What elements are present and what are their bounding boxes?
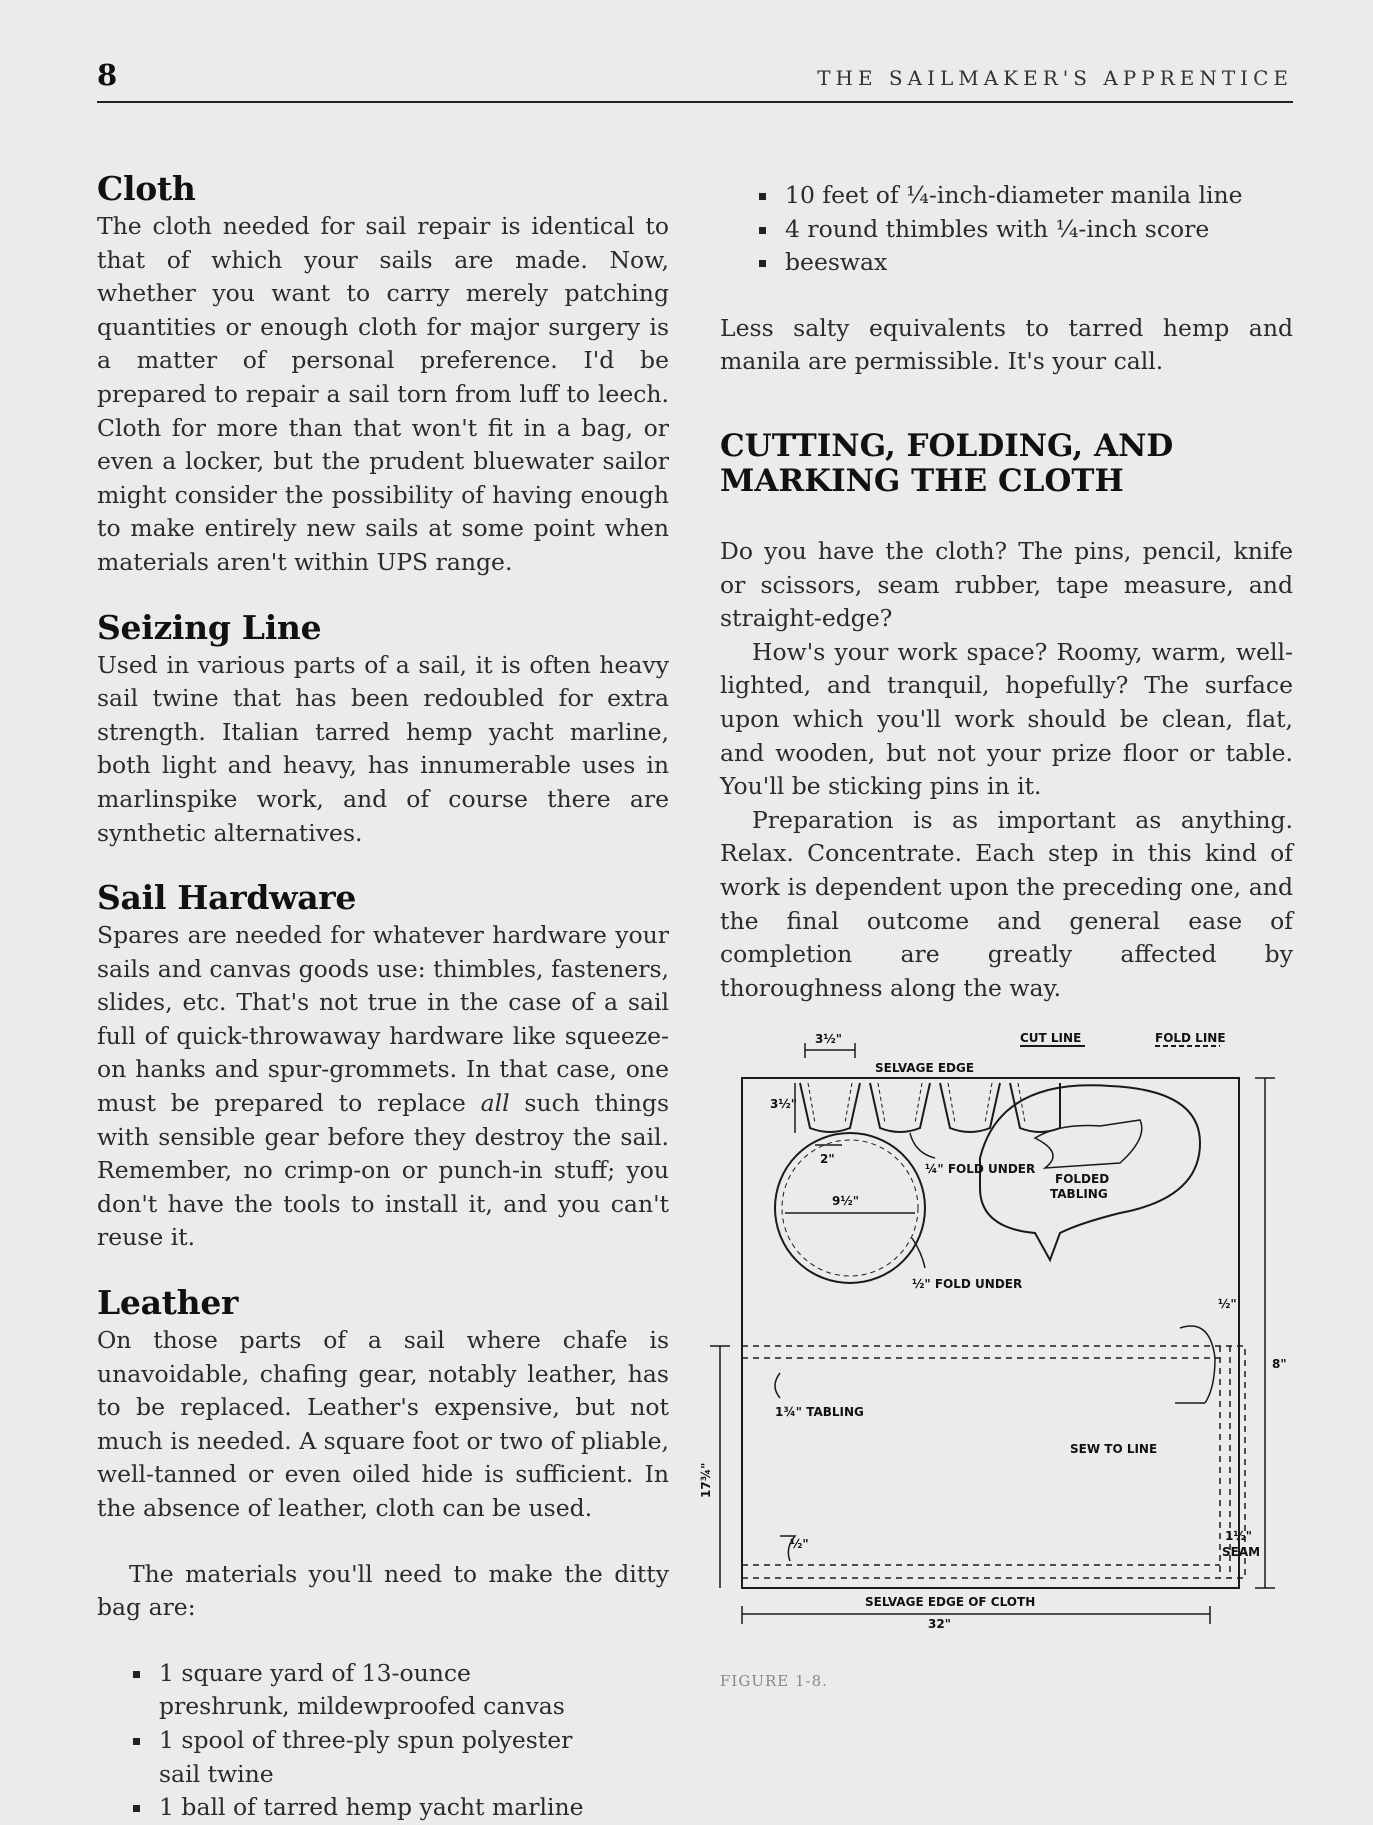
fig-label-fold-under-quarter: ¼" FOLD UNDER xyxy=(925,1162,1036,1176)
fig-label-tabling: 1¾" TABLING xyxy=(775,1405,864,1419)
left-column xyxy=(97,168,669,1825)
hardware-body-emphasis: all xyxy=(480,1089,510,1118)
fig-label-sew-to-line: SEW TO LINE xyxy=(1070,1442,1158,1456)
list-item: 1 spool of three-ply spun polyester sail twine xyxy=(127,1724,609,1791)
fig-label-half-inch-right: ½" xyxy=(1218,1297,1237,1311)
cloth-body: The cloth needed for sail repair is identical to that of which your sails are made. Now, whether you want to carry merely patching quantities or enough cloth for major surgery is a matter of personal preference. I'd be prepared to repair a sail torn from luff to leech. Cloth for more than that won't fit in a bag, or even a locker, but the prudent bluewater sailor might consider the possibility of having enough to make entirely new sails at some point when materials aren't within UPS range. xyxy=(97,212,669,576)
figure-diagram xyxy=(700,1028,1300,1628)
fig-label-selvage-edge-top: SELVAGE EDGE xyxy=(875,1061,975,1075)
materials-list-continued xyxy=(720,179,1293,280)
section-heading-line-1: CUTTING, FOLDING, AND xyxy=(720,427,1174,464)
fig-label-folded-2: TABLING xyxy=(1050,1187,1108,1201)
fig-label-pocket-width: 3½" xyxy=(815,1032,843,1046)
materials-intro: The materials you'll need to make the ditty bag are: xyxy=(97,1559,669,1622)
fig-label-circle-diameter: 9½" xyxy=(832,1194,860,1208)
fig-label-height-right: 8" xyxy=(1272,1357,1287,1371)
cloth-heading: Cloth xyxy=(97,169,196,208)
section-heading xyxy=(720,429,1293,499)
running-head: THE SAILMAKER'S APPRENTICE xyxy=(817,66,1293,90)
folded-tabling-sketch xyxy=(1035,1120,1142,1168)
figure-1-8 xyxy=(700,1028,1300,1628)
fig-label-seam-1: 1½" xyxy=(1225,1529,1253,1543)
hardware-heading: Sail Hardware xyxy=(97,878,357,918)
hardware-body-b: such things with sensible gear before they destroy the sail. Remember, no crimp-on or punch-in stuff; you don't have the tools to install it, and you can't reuse it. xyxy=(97,1089,670,1252)
list-item: 10 feet of ¼-inch-diameter manila line xyxy=(753,179,1293,213)
bottom-circle-fold xyxy=(782,1140,918,1276)
leather-heading: Leather xyxy=(97,1283,239,1323)
fig-label-half-inch-bottom: ½" xyxy=(790,1537,809,1551)
page-number: 8 xyxy=(97,58,118,92)
list-item: 1 square yard of 13-ounce preshrunk, mildewproofed canvas xyxy=(127,1657,609,1724)
equivalents-paragraph: Less salty equivalents to tarred hemp and manila are permissible. It's your call. xyxy=(720,313,1293,376)
paragraph-preparation: Preparation is as important as anything. Relax. Concentrate. Each step in this kind of work is dependent upon the preceding one, and the final outcome and general ease of completion are greatly affected by thoroughness along the way. xyxy=(720,805,1293,1002)
fig-label-width: 32" xyxy=(928,1617,951,1628)
pocket-4 xyxy=(1010,1083,1060,1132)
fig-label-pocket-gap: 2" xyxy=(820,1152,835,1166)
list-item: beeswax xyxy=(753,246,1293,280)
fig-label-fold-under-half: ½" FOLD UNDER xyxy=(912,1277,1023,1291)
materials-list xyxy=(97,1657,669,1825)
list-item: 1 ball of tarred hemp yacht marline xyxy=(127,1791,609,1825)
hardware-body xyxy=(97,919,669,1255)
section-heading-line-2: MARKING THE CLOTH xyxy=(720,462,1124,499)
seizing-heading: Seizing Line xyxy=(97,607,322,647)
right-column xyxy=(720,179,1293,1005)
tabling-outline xyxy=(742,1346,1245,1578)
fig-label-selvage-edge-bottom: SELVAGE EDGE OF CLOTH xyxy=(865,1595,1036,1609)
fig-label-bottom-height: 17¾" xyxy=(700,1462,713,1498)
header-rule xyxy=(97,101,1293,103)
fig-label-seam-2: SEAM xyxy=(1222,1545,1261,1559)
list-item: 4 round thimbles with ¼-inch score xyxy=(753,213,1293,247)
figure-caption: FIGURE 1-8. xyxy=(720,1672,828,1690)
fig-label-cut-line: CUT LINE xyxy=(1020,1031,1082,1045)
fig-label-fold-line: FOLD LINE xyxy=(1155,1031,1226,1045)
paragraph-tools: Do you have the cloth? The pins, pencil, knife or scissors, seam rubber, tape measure, and straight-edge? xyxy=(720,536,1293,633)
bottom-circle xyxy=(775,1133,925,1283)
hardware-body-a: Spares are needed for whatever hardware your sails and canvas goods use: thimbles, fasteners, slides, etc. That's not true in the case of a sail full of quick-throwaway hardware like squeeze-on hanks and spur-grommets. In that case, one must be prepared to replace xyxy=(97,921,669,1118)
leather-body: On those parts of a sail where chafe is unavoidable, chafing gear, notably leather, has to be replaced. Leather's expensive, but not much is needed. A square foot or two of pliable, well-tanned or even oiled hide is sufficient. In the absence of leather, cloth can be used. xyxy=(97,1326,669,1522)
seizing-body: Used in various parts of a sail, it is often heavy sail twine that has been redoubled for extra strength. Italian tarred hemp yacht marline, both light and heavy, has innumerable uses in marlinspike work, and of course there are synthetic alternatives. xyxy=(97,650,669,847)
fig-label-pocket-height: 3½" xyxy=(770,1097,798,1111)
cloth-outline xyxy=(742,1078,1239,1588)
fig-label-folded-1: FOLDED xyxy=(1055,1172,1110,1186)
paragraph-workspace: How's your work space? Roomy, warm, well-lighted, and tranquil, hopefully? The surface upon which you'll work should be clean, flat, and wooden, but not your prize floor or table. You'll be sticking pins in it. xyxy=(720,637,1293,801)
